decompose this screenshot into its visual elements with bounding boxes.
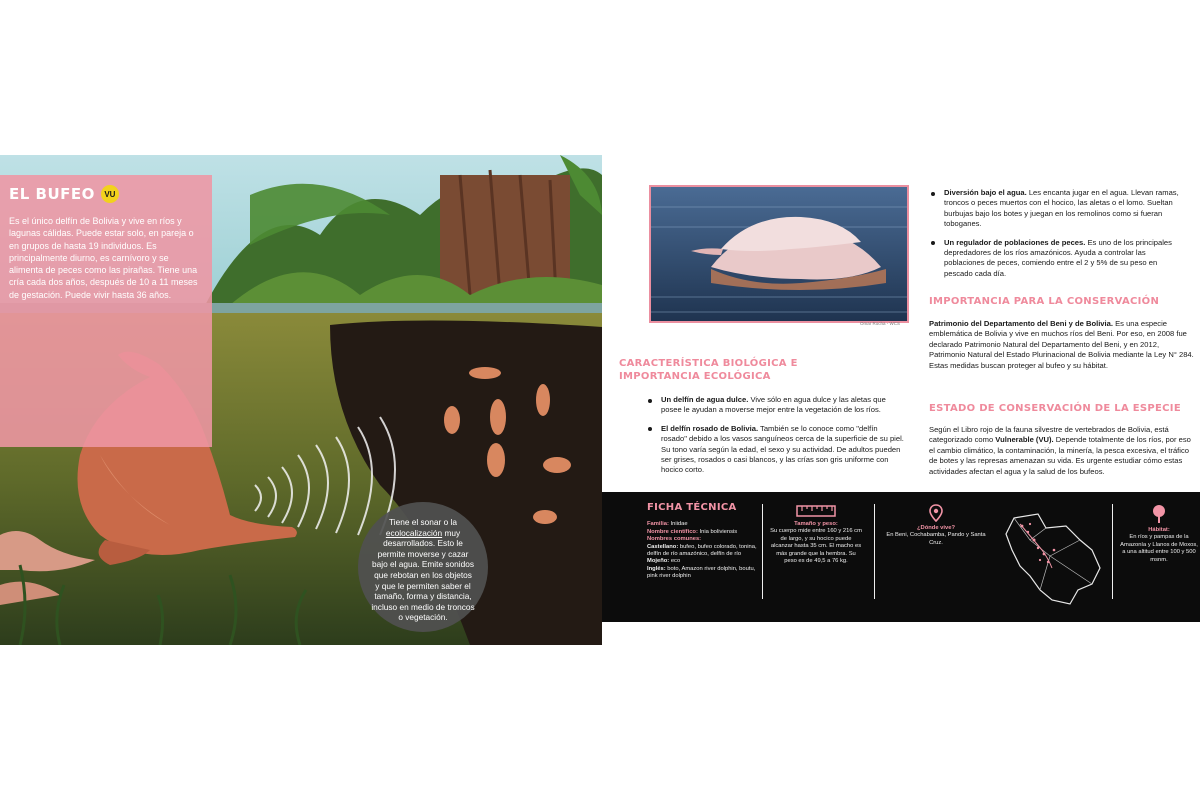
spanish-names-row: Castellano: bufeo, bufeo colorado, tonina, delfín de río amazónico, delfín de río: [647, 543, 757, 558]
status-paragraph: Según el Libro rojo de la fauna silvestre de vertebrados de Bolivia, está categorizado como Vulnerable (VU). Depende totalmente de los ríos, por eso el cambio climático, la contaminación, la minería, la pesca excesiva, el tráfico de botes y las represas amenazan su vida. Es urgente estudiar cómo estas actividades afectan el agua y la salud de los bufeos.: [929, 425, 1191, 476]
status-section-heading: ESTADO DE CONSERVACIÓN DE LA ESPECIE: [929, 403, 1181, 414]
distribution-column: [884, 504, 988, 547]
size-text: Su cuerpo mide entre 160 y 216 cm de largo, y su hocico puede alcanzar hasta 35 cm. El macho es más grande que la hembra. Su peso es de 49,5 a 76 kg.: [770, 528, 862, 565]
heritage-paragraph: Patrimonio del Departamento del Beni y de Bolivia. Es una especie emblemática de Bolivia y vive en muchos ríos del Beni. Por eso, en 2008 fue declarado Patrimonio Natural del Departamento del Beni, y en 2012, Patrimonio Natural del Estado Plurinacional de Bolivia mediante la Ley N° 284. Estas medidas buscan proteger al bufeo y su hábitat.: [929, 319, 1194, 370]
dolphin-photo: [649, 185, 909, 323]
illustration-page: [0, 155, 602, 645]
english-names-row: Inglés: boto, Amazon river dolphin, boutu, pink river dolphin: [647, 565, 756, 580]
conservation-section-heading: IMPORTANCIA PARA LA CONSERVACIÓN: [929, 296, 1160, 307]
echolocation-term: ecolocalización: [385, 527, 443, 538]
common-names-label: Nombres comunes:: [647, 536, 702, 543]
size-weight-column: [770, 504, 862, 565]
biological-section-heading: CARACTERÍSTICA BIOLÓGICA E IMPORTANCIA ECOLÓGICA: [619, 358, 798, 382]
where-label: ¿Dónde vive?: [916, 525, 955, 531]
column-divider: [874, 504, 875, 599]
behavior-bullets: [929, 188, 1187, 287]
where-text: En Beni, Cochabamba, Pando y Santa Cruz.: [886, 532, 986, 546]
habitat-label: Hábitat:: [1148, 527, 1170, 533]
scientific-name-row: Nombre científico: Inia boliviensis: [647, 528, 738, 535]
taxonomy-column: [647, 504, 757, 581]
list-item: Diversión bajo el agua. Les encanta jugar en el agua. Llevan ramas, troncos o peces muertos con el hocico, las aletas o el lomo. Sueltan burbujas bajo los botes y juegan en los remolinos como si fueran toboganes.: [929, 188, 1187, 230]
column-divider: [1112, 504, 1113, 599]
habitat-column: [1120, 504, 1198, 564]
list-item: El delfín rosado de Bolivia. También se lo conoce como "delfín rosado" debido a los vasos sanguíneos cerca de la superficie de su piel. Su tono varía según la edad, el sexo y su actividad. De adultos pueden ser grises, rosados o casi blancos, y las crías son gris uniforme con hocico corto.: [646, 424, 904, 476]
size-label: Tamaño y peso:: [794, 521, 838, 527]
vulnerable-status-badge: VU: [101, 185, 119, 203]
biological-bullets: [646, 395, 904, 484]
fact-sheet-title: FICHA TÉCNICA: [647, 502, 737, 513]
ruler-icon: [796, 504, 836, 518]
species-intro-text: Es el único delfín de Bolivia y vive en ríos y lagunas cálidas. Puede estar solo, en pareja o en grupos de hasta 19 individuos. Es principalmente diurno, es carnívoro y se alimenta de peces como las pirañas. Tiene una cría cada dos años, después de 10 a 11 meses de gestación. Puede vivir hasta 36 años.: [9, 216, 198, 300]
sonar-info-text: Tiene el sonar o la ecolocalización muy desarrollados. Esto le permite moverse y cazar bajo el agua. Emite sonidos que rebotan en los objetos y que le permiten saber el tamaño, forma y distancia, incluso en medio de troncos o vegetación.: [371, 517, 475, 623]
list-item: Un delfín de agua dulce. Vive sólo en agua dulce y las aletas que posee le ayudan a moverse mejor entre la vegetación de los ríos.: [646, 395, 904, 416]
fact-sheet-band: [602, 492, 1200, 622]
species-title: EL BUFEO: [9, 185, 95, 203]
pink-dolphin-photo-image: [651, 187, 907, 321]
list-item: Un regulador de poblaciones de peces. Es uno de los principales depredadores de los ríos amazónicos. Ayuda a controlar las poblaciones de peces, comiendo entre el 2 y 5% de su peso en pescado cada día.: [929, 238, 1187, 280]
column-divider: [762, 504, 763, 599]
family-row: Familia: Iniidae: [647, 521, 688, 528]
location-pin-icon: [929, 504, 943, 522]
tree-icon: [1151, 504, 1167, 524]
habitat-text: En ríos y pampas de la Amazonía y Llanos de Moxos, a una altitud entre 100 y 500 msnm.: [1120, 534, 1198, 563]
photo-credit: Omar Rocha - WCS: [860, 321, 901, 326]
mojeno-name-row: Mojeño: eco: [647, 558, 681, 565]
sonar-info-bubble: [358, 502, 488, 632]
bolivia-distribution-map: [1000, 510, 1104, 608]
species-intro-box: [0, 175, 212, 447]
